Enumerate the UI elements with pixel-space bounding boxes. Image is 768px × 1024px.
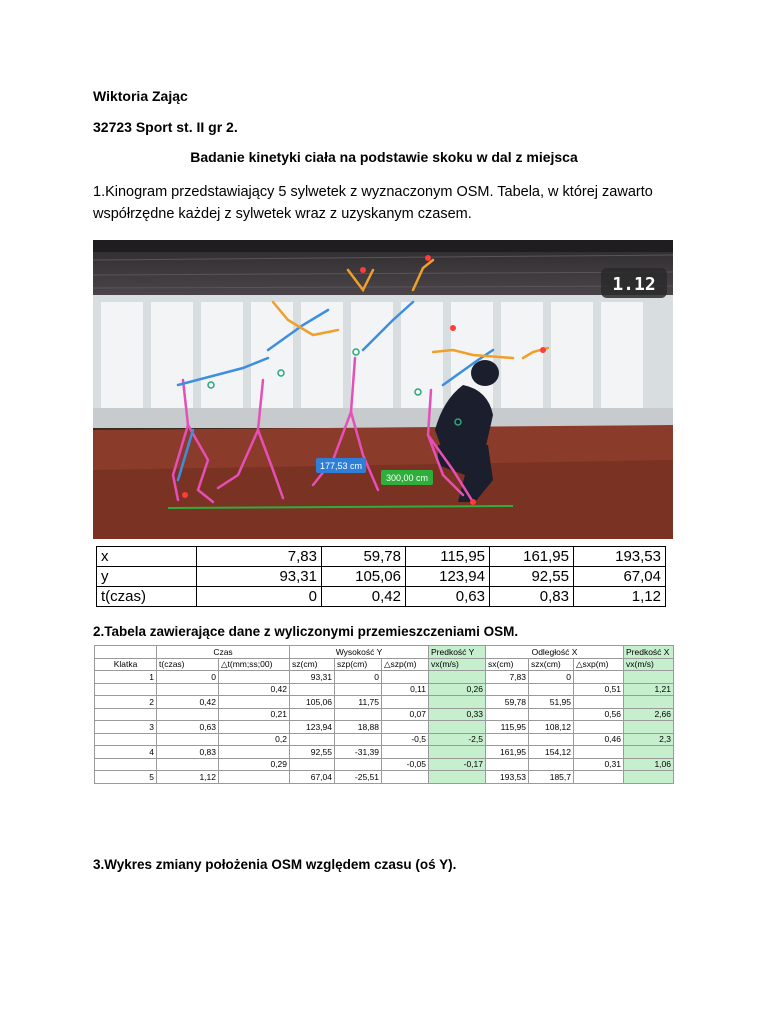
cell — [335, 708, 382, 721]
column-header: △sxp(m) — [574, 658, 624, 671]
measure-label-green: 300,00 cm — [385, 473, 429, 483]
section2-heading: 2.Tabela zawierające dane z wyliczonymi przemieszczeniami OSM. — [93, 624, 519, 639]
group-header-predkosc-x: Predkość X — [624, 646, 674, 659]
cell — [624, 696, 674, 709]
cell: 67,04 — [574, 567, 666, 587]
cell: 18,88 — [335, 721, 382, 734]
column-header: sx(cm) — [486, 658, 529, 671]
cell — [529, 733, 574, 746]
cell — [219, 771, 290, 784]
cell — [290, 733, 335, 746]
column-header: △szp(m) — [382, 658, 429, 671]
cell — [335, 758, 382, 771]
document-title: Badanie kinetyki ciała na podstawie skoku w dal z miejsca — [190, 149, 578, 165]
cell: 0,07 — [382, 708, 429, 721]
column-header: t(czas) — [157, 658, 219, 671]
cell — [95, 646, 157, 659]
cell: 0,21 — [219, 708, 290, 721]
cell: 1,06 — [624, 758, 674, 771]
cell: 0,83 — [490, 587, 574, 607]
cell: 0,33 — [429, 708, 486, 721]
cell — [529, 708, 574, 721]
cell: -31,39 — [335, 746, 382, 759]
cell — [429, 771, 486, 784]
column-header: szx(cm) — [529, 658, 574, 671]
cell: 193,53 — [574, 547, 666, 567]
group-header-predkosc-y: Predkość Y — [429, 646, 486, 659]
kinogram-image — [93, 240, 673, 539]
cell: 0,63 — [157, 721, 219, 734]
cell — [624, 721, 674, 734]
cell: 0,42 — [322, 587, 406, 607]
cell: 0,51 — [574, 683, 624, 696]
cell — [95, 733, 157, 746]
cell — [290, 708, 335, 721]
cell: 4 — [95, 746, 157, 759]
cell: 0,46 — [574, 733, 624, 746]
table-row — [97, 547, 666, 567]
cell: 93,31 — [197, 567, 322, 587]
cell: 0,42 — [219, 683, 290, 696]
cell — [624, 746, 674, 759]
column-header: szp(cm) — [335, 658, 382, 671]
cell: 1,21 — [624, 683, 674, 696]
cell: 2,3 — [624, 733, 674, 746]
group-header-wysokosc: Wysokość Y — [290, 646, 429, 659]
cell: 105,06 — [322, 567, 406, 587]
cell: 67,04 — [290, 771, 335, 784]
cell — [429, 746, 486, 759]
cell — [429, 696, 486, 709]
cell — [529, 683, 574, 696]
row-label: x — [97, 547, 197, 567]
cell: 3 — [95, 721, 157, 734]
group-header-czas: Czas — [157, 646, 290, 659]
column-header: △t(mm;ss;00) — [219, 658, 290, 671]
cell — [486, 708, 529, 721]
cell: 7,83 — [486, 671, 529, 684]
timer-readout: 1.12 — [612, 274, 656, 295]
group-header-odleglosc: Odległość X — [486, 646, 624, 659]
cell — [95, 758, 157, 771]
displacement-table — [94, 645, 674, 784]
cell — [574, 696, 624, 709]
cell — [157, 683, 219, 696]
column-header: vx(m/s) — [624, 658, 674, 671]
cell: 123,94 — [290, 721, 335, 734]
cell — [335, 733, 382, 746]
cell — [574, 746, 624, 759]
cell — [574, 671, 624, 684]
cell: 154,12 — [529, 746, 574, 759]
cell: 93,31 — [290, 671, 335, 684]
cell: 123,94 — [406, 567, 490, 587]
cell — [95, 683, 157, 696]
table-row — [95, 771, 674, 784]
cell: -0,17 — [429, 758, 486, 771]
cell — [157, 708, 219, 721]
cell: 0,29 — [219, 758, 290, 771]
cell — [219, 696, 290, 709]
cell — [382, 696, 429, 709]
cell: 185,7 — [529, 771, 574, 784]
table-row — [97, 567, 666, 587]
cell: 108,12 — [529, 721, 574, 734]
cell: 1,12 — [574, 587, 666, 607]
cell — [219, 671, 290, 684]
cell: 0 — [529, 671, 574, 684]
cell: 92,55 — [490, 567, 574, 587]
cell — [429, 721, 486, 734]
cell: 0 — [197, 587, 322, 607]
cell: -25,51 — [335, 771, 382, 784]
cell — [574, 771, 624, 784]
measure-label-blue: 177,53 cm — [319, 461, 363, 471]
cell — [335, 683, 382, 696]
cell — [219, 746, 290, 759]
cell: 0,2 — [219, 733, 290, 746]
cell — [95, 708, 157, 721]
cell — [290, 758, 335, 771]
cell: 161,95 — [490, 547, 574, 567]
cell: -0,5 — [382, 733, 429, 746]
cell: 5 — [95, 771, 157, 784]
cell: 193,53 — [486, 771, 529, 784]
cell — [157, 758, 219, 771]
cell: 161,95 — [486, 746, 529, 759]
cell: 0,31 — [574, 758, 624, 771]
table-row — [95, 758, 674, 771]
cell — [429, 671, 486, 684]
cell — [382, 771, 429, 784]
cell: 0,83 — [157, 746, 219, 759]
cell — [486, 683, 529, 696]
cell: 1 — [95, 671, 157, 684]
table-row — [95, 671, 674, 684]
cell: 1,12 — [157, 771, 219, 784]
coordinates-table — [96, 546, 666, 607]
cell: 11,75 — [335, 696, 382, 709]
cell — [486, 758, 529, 771]
cell — [382, 746, 429, 759]
cell: 0,42 — [157, 696, 219, 709]
cell: 0,11 — [382, 683, 429, 696]
cell: 0,63 — [406, 587, 490, 607]
cell: 0 — [157, 671, 219, 684]
cell — [486, 733, 529, 746]
cell: 2,66 — [624, 708, 674, 721]
row-label: y — [97, 567, 197, 587]
table-row — [95, 683, 674, 696]
cell — [219, 721, 290, 734]
cell — [382, 671, 429, 684]
table-row — [97, 587, 666, 607]
cell: -2,5 — [429, 733, 486, 746]
cell — [574, 721, 624, 734]
cell: 51,95 — [529, 696, 574, 709]
table-row — [95, 746, 674, 759]
cell — [624, 671, 674, 684]
cell: 92,55 — [290, 746, 335, 759]
cell: 0 — [335, 671, 382, 684]
cell — [157, 733, 219, 746]
table-row — [95, 733, 674, 746]
cell: 59,78 — [322, 547, 406, 567]
column-header: Klatka — [95, 658, 157, 671]
column-header: sz(cm) — [290, 658, 335, 671]
cell — [624, 771, 674, 784]
cell: 115,95 — [406, 547, 490, 567]
cell: -0,05 — [382, 758, 429, 771]
column-header-row — [95, 658, 674, 671]
cell: 105,06 — [290, 696, 335, 709]
section3-heading: 3.Wykres zmiany położenia OSM względem czasu (oś Y). — [93, 857, 457, 872]
cell — [529, 758, 574, 771]
cell: 115,95 — [486, 721, 529, 734]
cell — [290, 683, 335, 696]
row-label: t(czas) — [97, 587, 197, 607]
cell: 0,56 — [574, 708, 624, 721]
cell — [382, 721, 429, 734]
table-row — [95, 721, 674, 734]
table-row — [95, 696, 674, 709]
column-header: vx(m/s) — [429, 658, 486, 671]
cell: 2 — [95, 696, 157, 709]
section1-text: 1.Kinogram przedstawiający 5 sylwetek z wyznaczonym OSM. Tabela, w której zawarto współrzędne każdej z sylwetek wraz z uzyskanym czasem. — [93, 184, 653, 222]
cell: 59,78 — [486, 696, 529, 709]
table-row — [95, 708, 674, 721]
student-info: 32723 Sport st. II gr 2. — [93, 119, 238, 135]
group-header-row — [95, 646, 674, 659]
author-name: Wiktoria Zając — [93, 88, 188, 104]
cell: 0,26 — [429, 683, 486, 696]
cell: 7,83 — [197, 547, 322, 567]
